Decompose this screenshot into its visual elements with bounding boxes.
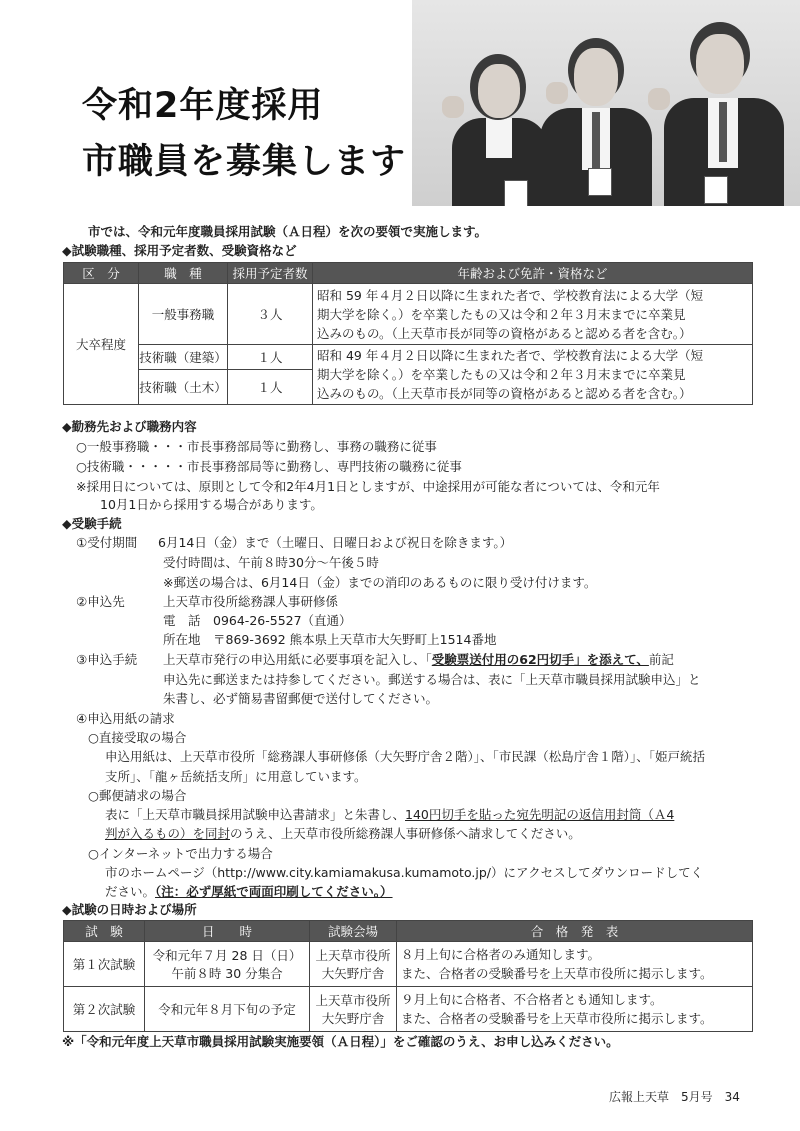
proc-line: 6月14日（金）まで（土曜日、日曜日および祝日を除きます。） <box>158 535 513 550</box>
proc-sublabel: ○郵便請求の場合 <box>88 788 187 803</box>
header-result: 合 格 発 表 <box>397 921 753 942</box>
header-requirements: 年齢および免許・資格など <box>313 263 753 284</box>
proc-label: ③申込手続 <box>76 652 138 667</box>
date-cell: 令和元年８月下旬の予定 <box>145 987 310 1032</box>
result-line: また、合格者の受験番号を上天草市役所に掲示します。 <box>401 1011 713 1026</box>
page-footer: 広報上天草 5月号 34 <box>609 1090 740 1104</box>
count-cell: ３人 <box>228 284 313 345</box>
header-date: 日 時 <box>145 921 310 942</box>
proc-sublabel: ○直接受取の場合 <box>88 730 187 745</box>
date-line: 午前８時 30 分集合 <box>171 966 283 981</box>
proc-text: のうえ、上天草市役所総務課人事研修係へ請求してください。 <box>230 826 581 841</box>
duty-line: ※採用日については、原則として令和2年4月1日としますが、中途採用が可能な者については、令和元年 <box>76 479 660 494</box>
date-line: 令和元年７月 28 日（日） <box>152 948 302 963</box>
category-cell: 大卒程度 <box>64 284 139 405</box>
req-line: 込みのもの。（上天草市長が同等の資格があると認める者を含む。） <box>317 325 692 341</box>
result-line: ８月上旬に合格者のみ通知します。 <box>401 947 601 962</box>
proc-line: 受付時間は、午前８時30分～午後５時 <box>163 555 379 570</box>
header-category: 区 分 <box>64 263 139 284</box>
table-row <box>64 345 753 370</box>
proc-line: 申込先に郵送または持参してください。郵送する場合は、表に「上天草市職員採用試験申込」と <box>163 672 701 687</box>
count-cell: １人 <box>228 345 313 370</box>
proc-line <box>105 884 393 900</box>
exam-cell: 第１次試験 <box>64 942 145 987</box>
proc-line: 所在地 〒869-3692 熊本県上天草市大矢野町上1514番地 <box>163 632 497 647</box>
table-row <box>64 987 753 1032</box>
proc-line <box>163 652 674 668</box>
page-title-line2: 市職員を募集します <box>82 142 407 182</box>
positions-table <box>63 262 753 405</box>
proc-emphasis: 受験票送付用の62円切手」を添えて、 <box>431 652 649 667</box>
requirements-cell <box>313 345 753 405</box>
venue-line: 上天草市役所 <box>315 993 391 1008</box>
table-row <box>64 942 753 987</box>
table-header-row <box>64 921 753 942</box>
proc-line: 申込用紙は、上天草市役所「総務課人事研修係（大矢野庁舎２階）」、「市民課（松島庁舎１階）」、「姫戸統括 <box>105 749 706 764</box>
proc-emphasis: （注：必ず厚紙で両面印刷してください。） <box>155 884 393 899</box>
proc-text: 前記 <box>648 652 674 667</box>
proc-label: ①受付期間 <box>76 535 138 550</box>
header-count: 採用予定者数 <box>228 263 313 284</box>
result-cell <box>397 987 753 1032</box>
duty-line: 10月1日から採用する場合があります。 <box>100 497 323 512</box>
req-line: 込みのもの。（上天草市長が同等の資格があると認める者を含む。） <box>317 386 692 401</box>
result-line: ９月上旬に合格者、不合格者とも通知します。 <box>401 992 663 1007</box>
header-venue: 試験会場 <box>310 921 397 942</box>
staff-photo <box>412 0 800 206</box>
page-title-line1: 令和2年度採用 <box>82 86 324 126</box>
proc-line: 支所」、「龍ヶ岳統括支所」に用意しています。 <box>105 769 367 784</box>
intro-text: 市では、令和元年度職員採用試験（Ａ日程）を次の要領で実施します。 <box>88 224 488 239</box>
venue-line: 大矢野庁舎 <box>321 966 385 981</box>
proc-line: ※郵送の場合は、6月14日（金）までの消印のあるものに限り受け付けます。 <box>163 575 597 590</box>
proc-line <box>105 826 581 842</box>
proc-emphasis: 140円切手を貼った宛先明記の返信用封筒（Ａ4 <box>405 807 675 822</box>
duty-line: ○一般事務職・・・市長事務部局等に勤務し、事務の職務に従事 <box>76 439 437 454</box>
venue-line: 大矢野庁舎 <box>321 1011 385 1026</box>
proc-label: ②申込先 <box>76 594 125 609</box>
count-cell: １人 <box>228 370 313 405</box>
section-duties: ◆勤務先および職務内容 <box>62 419 197 434</box>
duty-line: ○技術職・・・・・市長事務部局等に勤務し、専門技術の職務に従事 <box>76 459 462 474</box>
venue-line: 上天草市役所 <box>315 948 391 963</box>
proc-text: 表に「上天草市職員採用試験申込書請求」と朱書し、 <box>105 807 406 822</box>
result-cell <box>397 942 753 987</box>
table-row <box>64 284 753 345</box>
job-cell: 技術職（建築） <box>139 345 228 370</box>
venue-cell <box>310 942 397 987</box>
proc-line <box>105 807 674 823</box>
proc-text: 上天草市発行の申込用紙に必要事項を記入し、「 <box>163 652 432 667</box>
proc-line: 電 話 0964-26-5527（直通） <box>163 613 352 628</box>
job-cell: 一般事務職 <box>139 284 228 345</box>
section-procedure: ◆受験手続 <box>62 516 122 531</box>
proc-line: 市のホームページ（http://www.city.kamiamakusa.kumamoto.jp/）にアクセスしてダウンロードしてく <box>105 865 704 880</box>
exam-cell: 第２次試験 <box>64 987 145 1032</box>
section-schedule: ◆試験の日時および場所 <box>62 902 197 917</box>
proc-line: 朱書し、必ず簡易書留郵便で送付してください。 <box>163 691 439 706</box>
schedule-table <box>63 920 753 1032</box>
proc-text: ださい。 <box>105 884 156 899</box>
proc-emphasis: 判が入るもの）を同封 <box>105 826 231 841</box>
venue-cell <box>310 987 397 1032</box>
header-job: 職 種 <box>139 263 228 284</box>
req-line: 期大学を除く。）を卒業したもの又は令和２年３月末までに卒業見 <box>317 306 686 322</box>
req-line: 昭和 49 年４月２日以降に生まれた者で、学校教育法による大学（短 <box>317 348 704 363</box>
req-line: 昭和 59 年４月２日以降に生まれた者で、学校教育法による大学（短 <box>317 287 704 303</box>
header-exam: 試 験 <box>64 921 145 942</box>
requirements-cell <box>313 284 753 345</box>
date-cell <box>145 942 310 987</box>
proc-label: ④申込用紙の請求 <box>76 711 175 726</box>
result-line: また、合格者の受験番号を上天草市役所に掲示します。 <box>401 966 713 981</box>
job-cell: 技術職（土木） <box>139 370 228 405</box>
req-line: 期大学を除く。）を卒業したもの又は令和２年３月末までに卒業見 <box>317 367 686 382</box>
table-header-row <box>64 263 753 284</box>
closing-note: ※「令和元年度上天草市職員採用試験実施要領（Ａ日程）」をご確認のうえ、お申し込みください。 <box>62 1034 619 1049</box>
section-positions: ◆試験職種、採用予定者数、受験資格など <box>62 243 297 258</box>
proc-line: 上天草市役所総務課人事研修係 <box>163 594 339 609</box>
proc-sublabel: ○インターネットで出力する場合 <box>88 846 273 861</box>
